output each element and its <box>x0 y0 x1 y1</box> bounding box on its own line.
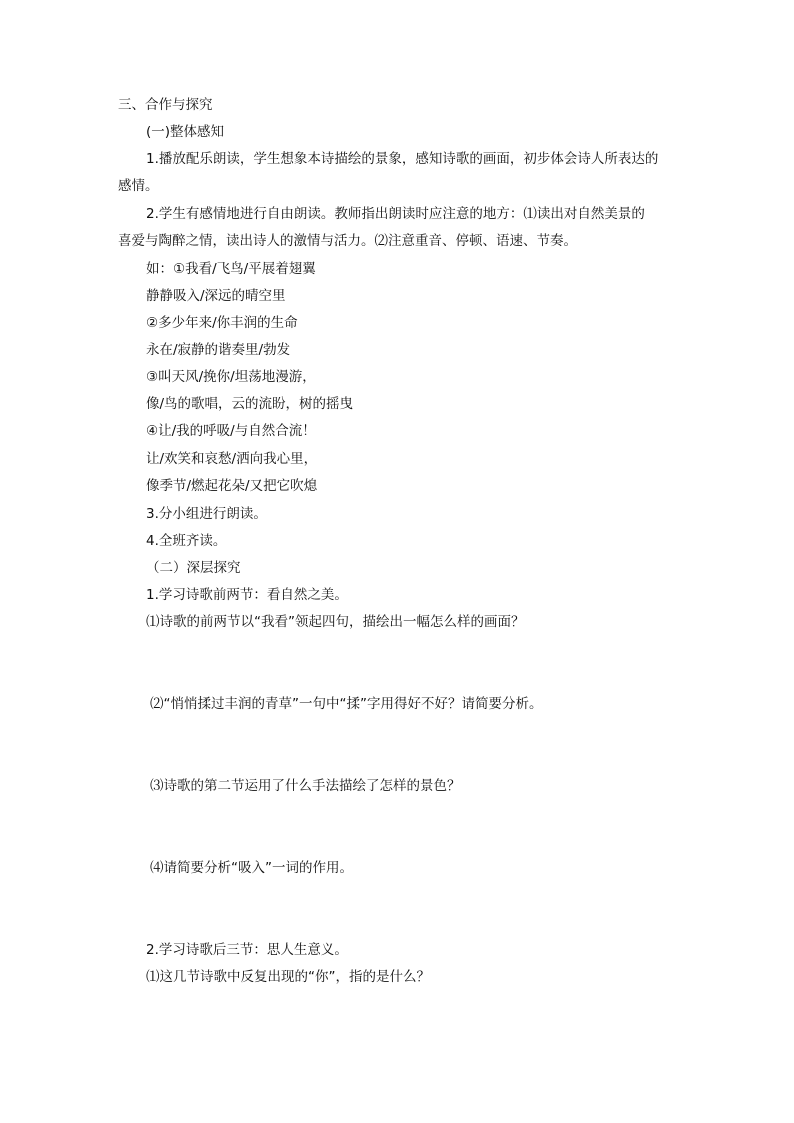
section-heading: 三、合作与探究 <box>118 97 213 113</box>
example-line: 静静吸入/深远的晴空里 <box>146 288 286 304</box>
study-heading-2: 2.学习诗歌后三节：思人生意义。 <box>146 942 348 958</box>
example-line: 永在/寂静的谐奏里/勃发 <box>146 342 291 358</box>
example-line: ④让/我的呼吸/与自然合流！ <box>146 423 316 439</box>
paragraph-item-3: 3.分小组进行朗读。 <box>146 506 267 522</box>
subsection-heading-overall: (一)整体感知 <box>146 124 225 140</box>
question-3: ⑶诗歌的第二节运用了什么手法描绘了怎样的景色？ <box>150 778 461 794</box>
example-line: 像/鸟的歌唱，云的流盼，树的摇曳 <box>146 396 354 412</box>
example-line: 像季节/燃起花朵/又把它吹熄 <box>146 478 318 494</box>
example-line: ③叫天风/挽你/坦荡地漫游， <box>146 369 316 385</box>
study-heading-1: 1.学习诗歌前两节：看自然之美。 <box>146 587 348 603</box>
question-1: ⑴诗歌的前两节以“我看”领起四句，描绘出一幅怎么样的画面？ <box>146 614 525 630</box>
paragraph-item-2-line-1: 2.学生有感情地进行自由朗读。教师指出朗读时应注意的地方：⑴读出对自然美景的 <box>146 206 645 222</box>
question-2: ⑵“悄悄揉过丰润的青草”一句中“揉”字用得好不好？请简要分析。 <box>150 696 543 712</box>
paragraph-item-4: 4.全班齐读。 <box>146 533 227 549</box>
example-line: 如：①我看/飞鸟/平展着翅翼 <box>146 261 316 277</box>
question-4: ⑷请简要分析“吸入”一词的作用。 <box>150 860 353 876</box>
example-line: 让/欢笑和哀愁/洒向我心里， <box>146 451 318 467</box>
paragraph-item-2-line-2: 喜爱与陶醉之情，读出诗人的激情与活力。⑵注意重音、停顿、语速、节奏。 <box>118 233 577 249</box>
example-line: ②多少年来/你丰润的生命 <box>146 315 298 331</box>
question-5: ⑴这几节诗歌中反复出现的“你”，指的是什么？ <box>146 969 430 985</box>
paragraph-item-1-line-1: 1.播放配乐朗读，学生想象本诗描绘的景象，感知诗歌的画面，初步体会诗人所表达的 <box>146 151 659 167</box>
paragraph-item-1-line-2: 感情。 <box>118 178 159 194</box>
subsection-heading-deep: （二）深层探究 <box>146 560 241 576</box>
